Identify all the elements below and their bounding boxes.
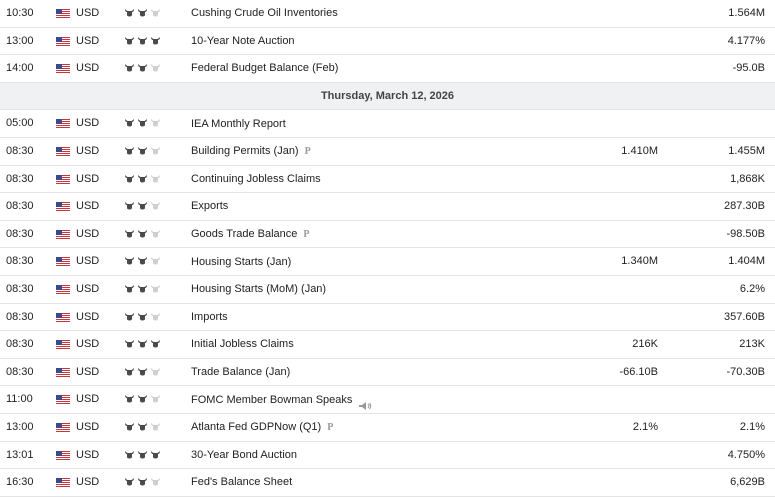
bull-icon xyxy=(150,339,161,351)
currency-code: USD xyxy=(76,200,100,213)
calendar-row[interactable] xyxy=(0,248,775,276)
event-title[interactable]: Cushing Crude Oil Inventories xyxy=(191,7,338,20)
event-name[interactable] xyxy=(191,221,551,249)
us-flag-icon xyxy=(56,478,70,488)
previous-value: 1.564M xyxy=(728,7,765,19)
event-name[interactable] xyxy=(191,166,551,194)
bull-icon xyxy=(124,146,135,158)
event-name[interactable] xyxy=(191,193,551,221)
previous-value: 4.750% xyxy=(727,448,765,461)
currency-code: USD xyxy=(76,282,100,295)
bull-icon xyxy=(137,201,148,213)
event-name[interactable] xyxy=(191,414,551,442)
us-flag-icon xyxy=(56,423,70,433)
us-flag-icon xyxy=(56,202,70,212)
calendar-row[interactable] xyxy=(0,221,775,249)
preliminary-icon: P xyxy=(304,146,311,158)
bull-icon xyxy=(150,201,161,213)
bull-icon xyxy=(137,284,148,296)
bull-icon xyxy=(137,367,148,379)
bull-icon xyxy=(150,477,161,489)
calendar-row[interactable] xyxy=(0,138,775,166)
previous-value: 4.177% xyxy=(727,34,765,47)
event-name[interactable] xyxy=(191,0,551,28)
previous-value xyxy=(665,386,765,414)
forecast-value xyxy=(558,193,658,221)
date-header-row xyxy=(0,83,775,111)
bull-icon xyxy=(124,8,135,20)
forecast-value xyxy=(558,55,658,83)
bull-icon xyxy=(137,36,148,48)
us-flag-icon xyxy=(56,285,70,295)
calendar-row[interactable] xyxy=(0,469,775,497)
currency-code: USD xyxy=(76,62,100,75)
event-title[interactable]: Housing Starts (MoM) (Jan) xyxy=(191,283,327,296)
event-time: 08:30 xyxy=(6,282,34,295)
calendar-row[interactable] xyxy=(0,276,775,304)
importance-rating xyxy=(124,36,164,48)
currency-code: USD xyxy=(76,227,100,240)
calendar-row[interactable] xyxy=(0,28,775,56)
importance-rating xyxy=(124,256,164,268)
forecast-value: 1.340M xyxy=(621,255,658,268)
event-name[interactable] xyxy=(191,442,551,470)
bull-icon xyxy=(124,118,135,130)
importance-rating xyxy=(124,422,164,434)
previous-value: 1.404M xyxy=(728,255,765,268)
event-time: 05:00 xyxy=(6,117,34,130)
importance-rating xyxy=(124,229,164,241)
importance-rating xyxy=(124,339,164,351)
calendar-row[interactable] xyxy=(0,359,775,387)
importance-rating xyxy=(124,118,164,130)
bull-icon xyxy=(150,174,161,186)
bull-icon xyxy=(137,118,148,130)
event-name[interactable] xyxy=(191,55,551,83)
importance-rating xyxy=(124,367,164,379)
bull-icon xyxy=(124,367,135,379)
previous-value: 6.2% xyxy=(739,282,765,295)
previous-value: -98.50B xyxy=(726,227,765,240)
importance-rating xyxy=(124,477,164,489)
bull-icon xyxy=(137,477,148,489)
bull-icon xyxy=(124,36,135,48)
importance-rating xyxy=(124,8,164,20)
bull-icon xyxy=(137,8,148,20)
calendar-row[interactable] xyxy=(0,414,775,442)
forecast-value xyxy=(558,28,658,56)
forecast-value: 216K xyxy=(632,338,658,351)
currency-code: USD xyxy=(76,448,100,461)
calendar-row[interactable] xyxy=(0,110,775,138)
bull-icon xyxy=(124,312,135,324)
event-title[interactable]: Building Permits (Jan) xyxy=(191,145,299,158)
currency-code: USD xyxy=(76,255,100,268)
event-name[interactable] xyxy=(191,138,551,166)
event-title[interactable]: IEA Monthly Report xyxy=(191,117,286,130)
event-title[interactable]: Fed's Balance Sheet xyxy=(191,476,293,489)
calendar-row[interactable] xyxy=(0,166,775,194)
currency-code: USD xyxy=(76,310,100,323)
event-title[interactable]: Exports xyxy=(191,200,229,213)
event-title[interactable]: 10-Year Note Auction xyxy=(191,34,295,47)
currency-code: USD xyxy=(76,117,100,130)
event-time: 08:30 xyxy=(6,338,34,351)
bull-icon xyxy=(124,422,135,434)
previous-value: -95.0B xyxy=(732,62,765,75)
bull-icon xyxy=(137,256,148,268)
currency-code: USD xyxy=(76,476,100,489)
bull-icon xyxy=(150,256,161,268)
event-time: 08:30 xyxy=(6,144,34,157)
preliminary-icon: P xyxy=(327,422,334,434)
bull-icon xyxy=(124,201,135,213)
us-flag-icon xyxy=(56,340,70,350)
bull-icon xyxy=(150,146,161,158)
previous-value: 6,629B xyxy=(730,476,765,489)
forecast-value xyxy=(558,276,658,304)
event-time: 16:30 xyxy=(6,476,34,489)
forecast-value xyxy=(558,304,658,332)
event-name[interactable] xyxy=(191,110,551,138)
event-title[interactable]: Federal Budget Balance (Feb) xyxy=(191,62,339,75)
us-flag-icon xyxy=(56,257,70,267)
bull-icon xyxy=(150,394,161,406)
bull-icon xyxy=(137,422,148,434)
event-name[interactable] xyxy=(191,359,551,387)
forecast-value xyxy=(558,469,658,497)
forecast-value: 2.1% xyxy=(632,420,658,433)
bull-icon xyxy=(137,146,148,158)
calendar-row[interactable] xyxy=(0,442,775,470)
event-name[interactable] xyxy=(191,28,551,56)
bull-icon xyxy=(150,8,161,20)
forecast-value: -66.10B xyxy=(619,365,658,378)
currency-code: USD xyxy=(76,172,100,185)
previous-value xyxy=(665,110,765,138)
bull-icon xyxy=(137,63,148,75)
bull-icon xyxy=(137,174,148,186)
event-name[interactable] xyxy=(191,386,551,414)
previous-value: 2.1% xyxy=(739,420,765,433)
event-title[interactable]: FOMC Member Bowman Speaks xyxy=(191,393,353,406)
calendar-row[interactable] xyxy=(0,0,775,28)
speaker-icon xyxy=(358,395,372,405)
forecast-value xyxy=(558,0,658,28)
forecast-value xyxy=(558,221,658,249)
importance-rating xyxy=(124,63,164,75)
event-time: 11:00 xyxy=(6,393,33,406)
us-flag-icon xyxy=(56,119,70,129)
event-name[interactable] xyxy=(191,276,551,304)
calendar-row[interactable] xyxy=(0,55,775,83)
bull-icon xyxy=(124,284,135,296)
importance-rating xyxy=(124,284,164,296)
forecast-value xyxy=(558,110,658,138)
calendar-row[interactable] xyxy=(0,331,775,359)
us-flag-icon xyxy=(56,64,70,74)
bull-icon xyxy=(150,229,161,241)
calendar-row[interactable] xyxy=(0,193,775,221)
us-flag-icon xyxy=(56,313,70,323)
previous-value: -70.30B xyxy=(726,365,765,378)
event-time: 08:30 xyxy=(6,365,34,378)
previous-value: 1,868K xyxy=(730,172,765,185)
currency-code: USD xyxy=(76,144,100,157)
bull-icon xyxy=(124,256,135,268)
us-flag-icon xyxy=(56,230,70,240)
event-time: 10:30 xyxy=(6,7,34,19)
bull-icon xyxy=(124,63,135,75)
event-time: 08:30 xyxy=(6,200,34,213)
importance-rating xyxy=(124,201,164,213)
importance-rating xyxy=(124,312,164,324)
bull-icon xyxy=(150,450,161,462)
bull-icon xyxy=(150,118,161,130)
bull-icon xyxy=(137,339,148,351)
event-time: 13:00 xyxy=(6,34,34,47)
currency-code: USD xyxy=(76,7,100,19)
us-flag-icon xyxy=(56,147,70,157)
event-title[interactable]: Continuing Jobless Claims xyxy=(191,172,321,185)
bull-icon xyxy=(124,174,135,186)
event-time: 08:30 xyxy=(6,227,34,240)
date-header: Thursday, March 12, 2026 xyxy=(320,89,455,102)
currency-code: USD xyxy=(76,365,100,378)
bull-icon xyxy=(124,339,135,351)
currency-code: USD xyxy=(76,338,100,351)
bull-icon xyxy=(150,367,161,379)
forecast-value xyxy=(558,442,658,470)
bull-icon xyxy=(137,394,148,406)
bull-icon xyxy=(124,229,135,241)
calendar-row[interactable] xyxy=(0,386,775,414)
event-title[interactable]: Imports xyxy=(191,310,228,323)
event-name[interactable] xyxy=(191,248,551,276)
event-title[interactable]: Housing Starts (Jan) xyxy=(191,255,292,268)
bull-icon xyxy=(150,63,161,75)
event-name[interactable] xyxy=(191,304,551,332)
forecast-value xyxy=(558,166,658,194)
us-flag-icon xyxy=(56,9,70,19)
forecast-value: 1.410M xyxy=(621,144,658,157)
bull-icon xyxy=(137,229,148,241)
bull-icon xyxy=(150,36,161,48)
event-time: 08:30 xyxy=(6,255,34,268)
previous-value: 357.60B xyxy=(724,310,765,323)
bull-icon xyxy=(150,312,161,324)
bull-icon xyxy=(137,450,148,462)
us-flag-icon xyxy=(56,368,70,378)
bull-icon xyxy=(124,477,135,489)
event-time: 08:30 xyxy=(6,172,34,185)
us-flag-icon xyxy=(56,395,70,405)
event-title[interactable]: Goods Trade Balance xyxy=(191,228,298,241)
event-title[interactable]: Trade Balance (Jan) xyxy=(191,366,291,379)
event-time: 13:01 xyxy=(6,448,34,461)
forecast-value xyxy=(558,386,658,414)
currency-code: USD xyxy=(76,34,100,47)
event-name[interactable] xyxy=(191,331,551,359)
previous-value: 1.455M xyxy=(728,144,765,157)
previous-value: 213K xyxy=(739,338,765,351)
event-time: 08:30 xyxy=(6,310,34,323)
event-time: 14:00 xyxy=(6,62,34,75)
importance-rating xyxy=(124,394,164,406)
importance-rating xyxy=(124,174,164,186)
previous-value: 287.30B xyxy=(724,200,765,213)
bull-icon xyxy=(150,422,161,434)
us-flag-icon xyxy=(56,37,70,47)
event-title[interactable]: 30-Year Bond Auction xyxy=(191,448,298,461)
currency-code: USD xyxy=(76,420,100,433)
us-flag-icon xyxy=(56,175,70,185)
bull-icon xyxy=(124,394,135,406)
importance-rating xyxy=(124,450,164,462)
event-time: 13:00 xyxy=(6,420,34,433)
currency-code: USD xyxy=(76,393,100,406)
bull-icon xyxy=(124,450,135,462)
bull-icon xyxy=(150,284,161,296)
event-title[interactable]: Initial Jobless Claims xyxy=(191,338,294,351)
preliminary-icon: P xyxy=(303,229,310,241)
bull-icon xyxy=(137,312,148,324)
us-flag-icon xyxy=(56,451,70,461)
event-title[interactable]: Atlanta Fed GDPNow (Q1) xyxy=(191,421,322,434)
importance-rating xyxy=(124,146,164,158)
event-name[interactable] xyxy=(191,469,551,497)
calendar-row[interactable] xyxy=(0,304,775,332)
